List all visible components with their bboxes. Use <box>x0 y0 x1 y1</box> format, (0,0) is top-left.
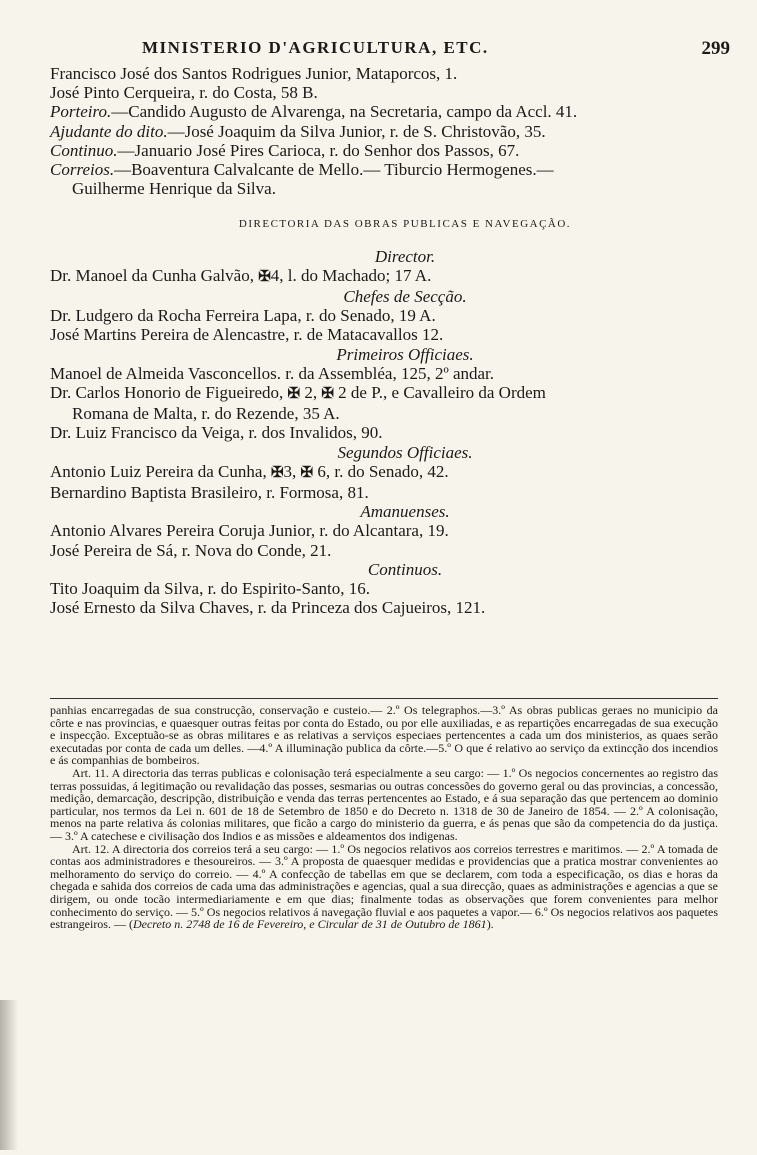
staff-text: —Boaventura Calvalcante de Mello.— Tiburcio Hermogenes.— <box>114 160 554 180</box>
order-cross-icon: ✠ <box>321 386 334 403</box>
segundo-entry: Antonio Luiz Pereira da Cunha, ✠3, ✠ 6, r. do Senado, 42. <box>50 461 449 481</box>
role-heading-director: Director. <box>374 246 436 266</box>
staff-role: Ajudante do dito. <box>50 121 168 141</box>
primeiro-entry: Manoel de Almeida Vasconcellos. r. da Assembléa, 125, 2º andar. <box>50 363 495 383</box>
page-number: 299 <box>701 38 730 59</box>
directory-listing <box>50 64 720 617</box>
running-head: MINISTERIO D'AGRICULTURA, ETC. <box>142 38 489 57</box>
role-heading-primeiros: Primeiros Officiaes. <box>336 344 474 364</box>
order-cross-icon: ✠ <box>270 464 284 481</box>
staff-text: —José Joaquim da Silva Junior, r. de S. Christovão, 35. <box>167 121 546 141</box>
binding-shadow <box>0 1000 18 1150</box>
staff-role: Porteiro. <box>50 102 112 122</box>
entry-line: Francisco José dos Santos Rodrigues Junior, Mataporcos, 1. <box>50 64 458 83</box>
staff-text: —Januario José Pires Carioca, r. do Senhor dos Passos, 67. <box>117 140 520 160</box>
role-heading-chefes: Chefes de Secção. <box>343 287 467 307</box>
page-header <box>110 38 730 64</box>
decree-citation: Decreto n. 2748 de 16 de Fevereiro, e Circular de 31 de Outubro de 1861 <box>132 917 487 932</box>
footnote-paragraph: Art. 11. A directoria das terras publicas e colonisação terá especialmente a seu cargo: — 1.º Os negocios concernentes ao registro das terras possuidas, á legitimação ou revalidação das posses, sesmarias ou outras concessões do governo geral ou das provincias, a concessão, medição, demarcação, descripção, distribuição e venda das terras pertencentes ao Estado, e á sua separação das que pertencem ao dominio particular, nos termos da Lei n. 601 de 18 de Setembro de 1850 e do Decreto n. 1318 de 30 de Janeiro de 1854. — 2.º A colonisação, menos na parte relativa ás colonias militares, que ficão a cargo do ministerio da guerra, e ás penas que são da competencia do da justiça. — 3.º A catechese e civilisação dos Indios e as missões e aldeamentos dos indigenas. <box>50 765 718 843</box>
amanuense-entry: José Pereira de Sá, r. Nova do Conde, 21. <box>50 540 332 560</box>
staff-entry <box>50 160 720 179</box>
role-heading-continuos: Continuos. <box>367 559 443 579</box>
continuo-entry: Tito Joaquim da Silva, r. do Espirito-Santo, 16. <box>50 579 371 599</box>
segundo-entry: Bernardino Baptista Brasileiro, r. Formosa, 81. <box>50 483 369 503</box>
primeiro-entry: Dr. Carlos Honorio de Figueiredo, ✠ 2, ✠ 2 de P., e Cavalleiro da Ordem <box>50 383 546 403</box>
staff-entry <box>50 141 720 160</box>
primeiro-entry: Dr. Luiz Francisco da Veiga, r. dos Invalidos, 90. <box>50 423 383 443</box>
entry-line: José Pinto Cerqueira, r. do Costa, 58 B. <box>50 83 318 103</box>
role-heading-segundos: Segundos Officiaes. <box>337 442 473 462</box>
continuo-entry: José Ernesto da Silva Chaves, r. da Princeza dos Cajueiros, 121. <box>50 598 486 618</box>
primeiro-continuation: Romana de Malta, r. do Rezende, 35 A. <box>72 404 340 424</box>
staff-continuation: Guilherme Henrique da Silva. <box>72 179 276 199</box>
amanuense-entry: Antonio Alvares Pereira Coruja Junior, r. do Alcantara, 19. <box>50 521 449 541</box>
order-cross-icon: ✠ <box>258 268 271 285</box>
staff-role: Continuo. <box>50 140 118 160</box>
staff-entry <box>50 122 720 141</box>
footnote-paragraph: panhias encarregadas de sua construcção, conservação e custeio.— 2.º Os telegraphos.—3.º As obras publicas geraes no municipio da côrte e nas provincias, e quaesquer outras feitas por conta do Estado, ou por elle auxiliadas, e as repartições encarregadas de sua execução e inspecção. Exceptuão-se as obras militares e as relativas a serviços especiaes pertencentes a cada um dos ministerios, as quaes serão executadas por conta de cada um delles. —4.º A illuminação publica da côrte.—5.º O que é relativo ao serviço da extincção dos incendios e ás companhias de bombeiros. <box>50 703 718 768</box>
chefe-entry: Dr. Ludgero da Rocha Ferreira Lapa, r. do Senado, 19 A. <box>50 306 436 326</box>
footnote-paragraph: Art. 12. A directoria dos correios terá a seu cargo: — 1.º Os negocios relativos aos correios terrestres e maritimos. — 2.º A tomada de contas aos administradores e thesoureiros. — 3.º A proposta de quaesquer medidas e providencias que a pratica mostrar convenientes ao melhoramento do serviço do correio. — 4.º A confecção de tabellas em que se declarem, com toda a especificação, os dias e horas da chegada e sahida dos correios de cada uma das administrações e agencias, qual a sua direcção, quaes as administrações e agencias a que se dirigem, ou onde tocão intermediariamente e em que dias; finalmente todas as observações que forem convenientes para melhor conhecimento do serviço. — 5.º Os negocios relativos á navegação fluvial e aos paquetes a vapor.— 6.º Os negocios relativos aos paquetes estrangeiros. — (Decreto n. 2748 de 16 de Fevereiro, e Circular de 31 de Outubro de 1861). <box>50 841 718 932</box>
chefe-entry: José Martins Pereira de Alencastre, r. de Matacavallos 12. <box>50 325 444 345</box>
order-cross-icon: ✠ <box>300 464 314 481</box>
staff-entry <box>50 102 720 121</box>
staff-text: —Candido Augusto de Alvarenga, na Secretaria, campo da Accl. 41. <box>111 102 578 122</box>
staff-role: Correios. <box>50 160 115 180</box>
director-entry: Dr. Manoel da Cunha Galvão, ✠4, l. do Machado; 17 A. <box>50 265 432 285</box>
role-heading-amanuenses: Amanuenses. <box>360 502 450 522</box>
footnote-divider <box>50 698 718 699</box>
footnotes <box>50 704 718 931</box>
order-cross-icon: ✠ <box>287 386 301 403</box>
section-title: DIRECTORIA DAS OBRAS PUBLICAS E NAVEGAÇÃO. <box>238 218 572 231</box>
